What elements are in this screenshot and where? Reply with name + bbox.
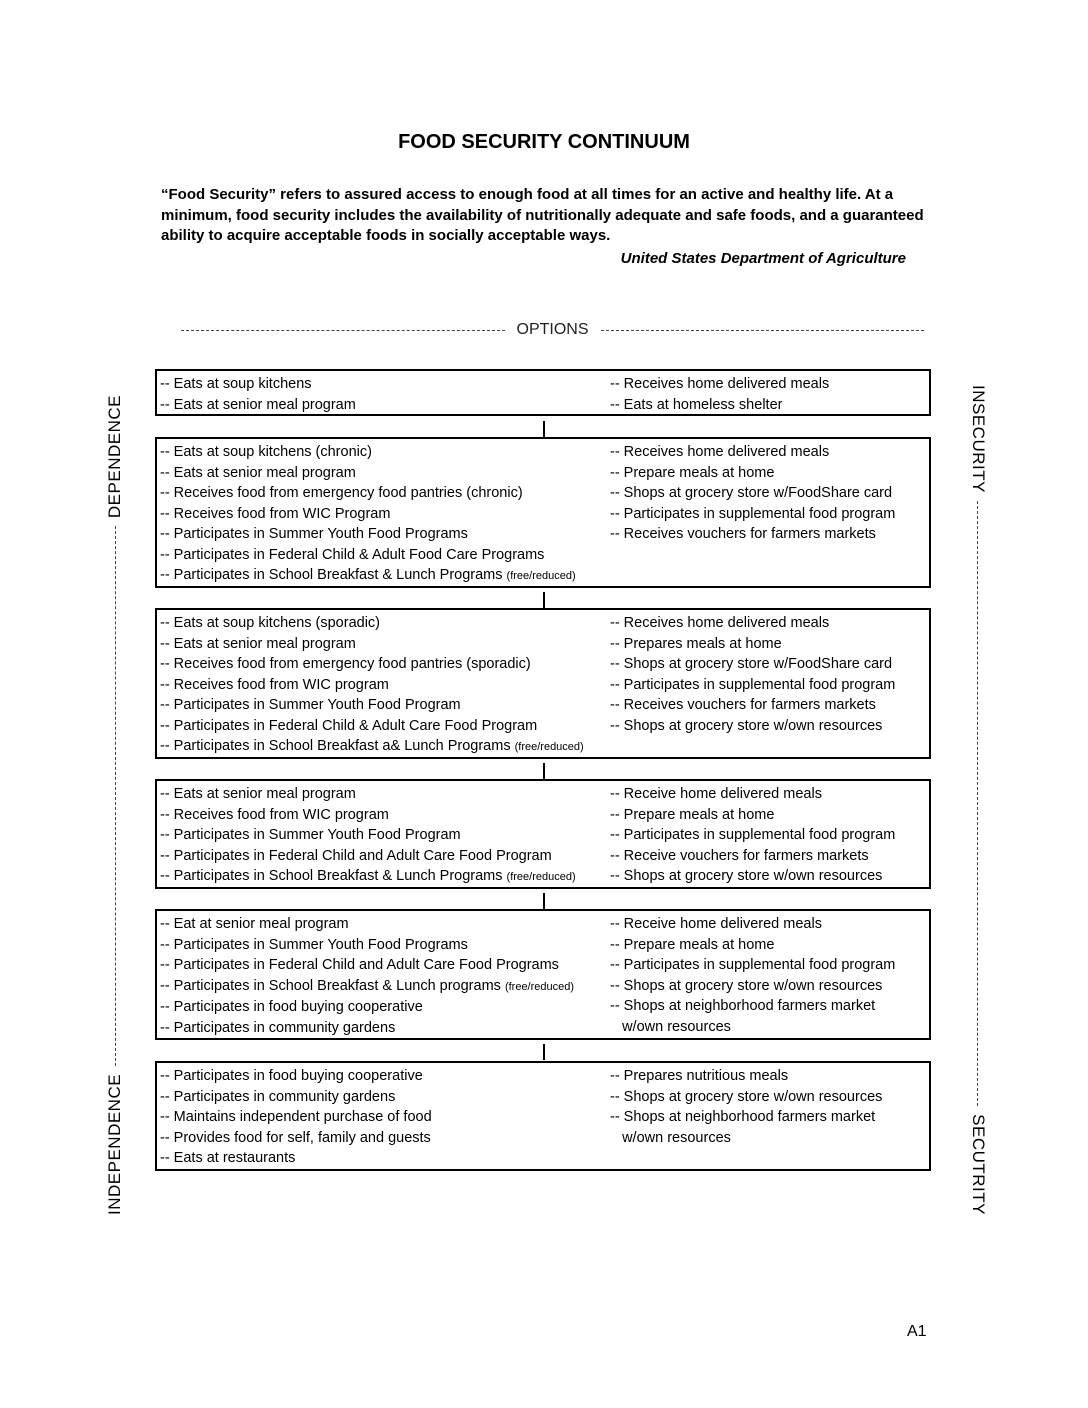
list-item: -- Receive home delivered meals xyxy=(610,786,822,802)
box-right-column xyxy=(610,442,928,545)
list-item: -- Shops at grocery store w/own resources xyxy=(610,868,883,884)
options-label: OPTIONS xyxy=(516,321,589,338)
list-item: -- Receives home delivered meals xyxy=(610,615,830,631)
list-item: -- Maintains independent purchase of food xyxy=(160,1109,432,1125)
definition-text: “Food Security” refers to assured access to enough food at all times for an active and healthy life. At a minimum, food security includes the availability of nutritionally adequate and safe foods, and a guaranteed ability to acquire acceptable foods in socially acceptable ways. xyxy=(161,186,924,244)
list-item-text: -- Participates in School Breakfast & Lunch Programs xyxy=(160,868,503,884)
list-item: -- Receives home delivered meals xyxy=(610,444,830,460)
free-reduced-note: (free/reduced) xyxy=(506,570,576,582)
list-item: -- Receives vouchers for farmers markets xyxy=(610,697,876,713)
list-item: -- Eats at senior meal program xyxy=(160,786,356,802)
list-item: -- Participates in supplemental food program xyxy=(610,827,896,843)
list-item: -- Participates in Federal Child & Adult Food Care Programs xyxy=(160,546,545,563)
list-item: -- Eats at senior meal program xyxy=(160,396,356,413)
list-item: -- Receive home delivered meals xyxy=(610,916,822,932)
list-item: -- Participates in Summer Youth Food Program xyxy=(160,827,461,843)
box-left-column xyxy=(160,374,606,415)
list-item: w/own resources xyxy=(610,1018,731,1035)
list-item: -- Prepares meals at home xyxy=(610,635,782,652)
list-item: -- Eats at soup kitchens xyxy=(160,376,312,392)
list-item: -- Prepares nutritious meals xyxy=(610,1068,789,1084)
list-item: -- Eats at homeless shelter xyxy=(610,396,783,413)
axis-dashed-rule xyxy=(978,501,979,1106)
list-item xyxy=(160,866,606,888)
list-item: w/own resources xyxy=(610,1129,731,1146)
list-item: -- Eat at senior meal program xyxy=(160,916,349,932)
continuum-box-3 xyxy=(155,608,931,759)
list-item: -- Receives food from emergency food pantries (sporadic) xyxy=(160,656,531,672)
list-item: -- Prepare meals at home xyxy=(610,936,775,953)
continuum-box-6 xyxy=(155,1061,931,1171)
list-item: -- Shops at grocery store w/own resources xyxy=(610,717,883,734)
axis-dashed-rule xyxy=(115,526,116,1066)
list-item: -- Participates in Federal Child & Adult Care Food Program xyxy=(160,717,538,734)
box-right-column xyxy=(610,914,928,1037)
list-item: -- Eats at senior meal program xyxy=(160,464,356,481)
list-item: -- Receives food from WIC Program xyxy=(160,505,391,522)
continuum-box-4 xyxy=(155,779,931,889)
list-item: -- Participates in Summer Youth Food Programs xyxy=(160,526,468,542)
continuum-box-2 xyxy=(155,437,931,588)
continuum-box-1 xyxy=(155,369,931,416)
box-left-column xyxy=(160,442,606,587)
list-item: -- Prepare meals at home xyxy=(610,464,775,481)
box-left-column xyxy=(160,914,606,1038)
list-item: -- Participates in community gardens xyxy=(160,1088,396,1105)
dashed-rule-right xyxy=(601,330,925,331)
security-label: SECUTRITY xyxy=(969,1114,988,1215)
free-reduced-note: (free/reduced) xyxy=(506,871,576,883)
list-item: -- Participates in food buying cooperative xyxy=(160,999,423,1015)
connector-line xyxy=(543,592,545,608)
free-reduced-note: (free/reduced) xyxy=(504,980,575,993)
box-left-column xyxy=(160,1066,606,1169)
list-item: -- Shops at grocery store w/own resources xyxy=(610,1088,883,1105)
list-item: -- Participates in supplemental food program xyxy=(610,676,896,693)
free-reduced-note: (free/reduced) xyxy=(514,741,584,753)
options-divider xyxy=(181,320,924,340)
list-item: -- Participates in food buying cooperative xyxy=(160,1068,423,1084)
list-item: -- Receives home delivered meals xyxy=(610,376,830,392)
dependence-axis xyxy=(103,395,127,1215)
box-left-column xyxy=(160,784,606,888)
list-item: -- Shops at grocery store w/FoodShare card xyxy=(610,485,893,501)
independence-label: INDEPENDENCE xyxy=(105,1073,124,1215)
list-item: -- Participates in Summer Youth Food Program xyxy=(160,697,461,713)
box-right-column xyxy=(610,613,928,736)
list-item: -- Participates in supplemental food program xyxy=(610,505,896,522)
list-item-text: -- Participates in School Breakfast & Lunch programs xyxy=(160,977,501,994)
list-item xyxy=(160,976,606,998)
list-item: -- Prepare meals at home xyxy=(610,806,775,823)
list-item: -- Receives food from emergency food pantries (chronic) xyxy=(160,485,523,501)
list-item xyxy=(160,565,606,587)
connector-line xyxy=(543,763,545,779)
box-right-column xyxy=(610,784,928,887)
box-right-column xyxy=(610,1066,928,1148)
dashed-rule-left xyxy=(181,330,505,331)
page-title: FOOD SECURITY CONTINUUM xyxy=(398,131,690,153)
list-item: -- Participates in Summer Youth Food Programs xyxy=(160,936,468,953)
connector-line xyxy=(543,1044,545,1060)
list-item: -- Shops at neighborhood farmers market xyxy=(610,998,876,1014)
list-item: -- Participates in Federal Child and Adult Care Food Programs xyxy=(160,957,559,973)
list-item: -- Shops at grocery store w/FoodShare card xyxy=(610,656,893,672)
source-attribution: United States Department of Agriculture xyxy=(620,250,906,267)
list-item-text: -- Participates in School Breakfast & Lunch Programs xyxy=(160,567,503,583)
list-item: -- Receives vouchers for farmers markets xyxy=(610,526,876,542)
list-item: -- Eats at senior meal program xyxy=(160,635,356,652)
list-item: -- Eats at restaurants xyxy=(160,1150,296,1166)
list-item: -- Participates in community gardens xyxy=(160,1019,396,1036)
list-item-text: -- Participates in School Breakfast a& Lunch Programs xyxy=(160,738,511,754)
list-item: -- Eats at soup kitchens (chronic) xyxy=(160,444,372,460)
list-item: -- Shops at grocery store w/own resources xyxy=(610,977,883,994)
list-item: -- Provides food for self, family and guests xyxy=(160,1129,431,1146)
list-item: -- Shops at neighborhood farmers market xyxy=(610,1109,876,1125)
security-axis xyxy=(966,385,990,1215)
list-item: -- Participates in Federal Child and Adult Care Food Program xyxy=(160,847,552,864)
list-item: -- Receives food from WIC program xyxy=(160,806,389,823)
list-item: -- Participates in supplemental food program xyxy=(610,957,896,973)
box-left-column xyxy=(160,613,606,758)
list-item: -- Receive vouchers for farmers markets xyxy=(610,847,869,864)
page-number: A1 xyxy=(907,1323,927,1340)
list-item xyxy=(160,736,606,758)
connector-line xyxy=(543,421,545,437)
list-item: -- Receives food from WIC program xyxy=(160,676,389,693)
box-right-column xyxy=(610,374,928,415)
connector-line xyxy=(543,893,545,909)
insecurity-label: INSECURITY xyxy=(969,385,988,493)
list-item: -- Eats at soup kitchens (sporadic) xyxy=(160,615,381,631)
continuum-box-5 xyxy=(155,909,931,1040)
dependence-label: DEPENDENCE xyxy=(105,395,124,519)
